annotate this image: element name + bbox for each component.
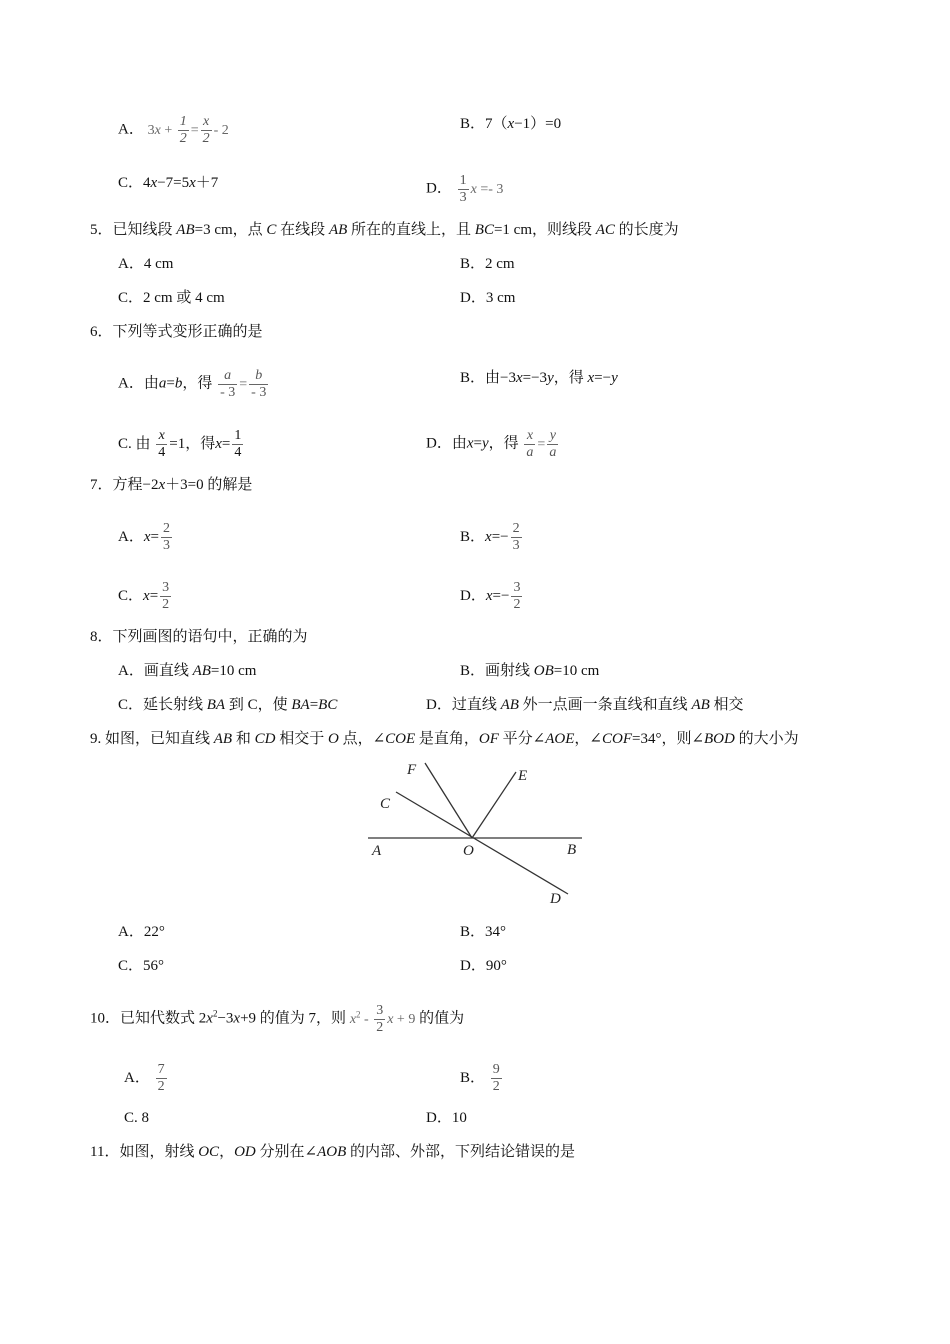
q7-option-c[interactable]: C．x= $\frac{3}{2}$ (118, 580, 170, 612)
q10-stem: 10．已知代数式 $2x^2-3x+9$ 的值为 7，则 $x^2$ - $\frac{3}{2}$ x + 9 的值为 (90, 1003, 465, 1035)
q11-stem: 11．如图，射线 OC，OD 分别在∠AOB 的内部、外部，下列结论错误的是 (90, 1144, 576, 1160)
ray-oe (472, 772, 516, 838)
q7-option-a[interactable]: A．x= $\frac{2}{3}$ (118, 521, 170, 553)
q7-option-d[interactable]: D．x=− $\frac{3}{2}$ (460, 580, 521, 612)
label-d: D (550, 891, 561, 907)
q8-stem: 8．下列画图的语句中，正确的为 (90, 629, 308, 645)
ray-of (425, 763, 472, 838)
q10-option-c[interactable]: C. 8 (124, 1110, 150, 1126)
q6-option-a[interactable]: A．由a=b，得 $\frac{a}{- 3}$ = $\frac{b}{- 3}$ (118, 368, 267, 400)
q9-option-a[interactable]: A．22° (118, 924, 165, 940)
label-c: C (380, 796, 391, 812)
q5-option-d[interactable]: D．3 cm (460, 290, 516, 306)
label-o: O (463, 843, 474, 859)
q4-option-a-equation: 3x + $\frac{1}{2}$ = $\frac{x}{2}$ - 2 (147, 114, 229, 146)
q4-option-d[interactable]: D． $\frac{1}{3}$ x =- 3 (426, 173, 504, 205)
line-cd (396, 792, 568, 894)
q5-option-a[interactable]: A．4 cm (118, 256, 174, 272)
q8-option-c[interactable]: C．延长射线 BA 到 C，使 BA=BC (118, 697, 338, 713)
q6-stem: 6．下列等式变形正确的是 (90, 324, 263, 340)
q4-option-a[interactable]: A． 3x + $\frac{1}{2}$ = $\frac{x}{2}$ - 2 (118, 114, 229, 146)
q10-expression: $x^2$ - $\frac{3}{2}$ x + 9 (349, 1003, 416, 1035)
q9-option-c[interactable]: C．56° (118, 958, 165, 974)
label-e: E (518, 768, 528, 784)
q10-option-d[interactable]: D．10 (426, 1110, 467, 1126)
q7-stem: 7．方程−2x＋3=0 的解是 (90, 477, 253, 493)
label-f: F (407, 762, 417, 778)
q9-option-d[interactable]: D．90° (460, 958, 507, 974)
q9-option-b[interactable]: B．34° (460, 924, 507, 940)
q4-option-c[interactable]: C．4x−7=5x＋7 (118, 175, 219, 191)
q8-option-a[interactable]: A．画直线 AB=10 cm (118, 663, 257, 679)
q5-stem: 5．已知线段 AB=3 cm，点 C 在线段 AB 所在的直线上，且 BC=1 cm，则线段 AC 的长度为 (90, 222, 679, 238)
q9-figure (360, 758, 590, 908)
label-b: B (567, 842, 577, 858)
q4-option-b[interactable]: B．7（x−1）=0 (460, 116, 562, 132)
label-a: A (372, 843, 382, 859)
q7-option-b[interactable]: B．x=− $\frac{2}{3}$ (460, 521, 520, 553)
q10-option-b[interactable]: B． $\frac{9}{2}$ (460, 1062, 500, 1094)
q6-option-d[interactable]: D．由x=y，得 $\frac{x}{a}$ = $\frac{y}{a}$ (426, 428, 557, 460)
q5-option-c[interactable]: C．2 cm 或 4 cm (118, 290, 225, 306)
q10-option-a[interactable]: A． $\frac{7}{2}$ (124, 1062, 165, 1094)
q6-option-b[interactable]: B．由−3x=−3y，得 x=−y (460, 370, 618, 386)
q5-option-b[interactable]: B．2 cm (460, 256, 515, 272)
q8-option-d[interactable]: D．过直线 AB 外一点画一条直线和直线 AB 相交 (426, 697, 744, 713)
q6-option-c[interactable]: C. 由 $\frac{x}{4}$ =1，得x= $\frac{1}{4}$ (118, 428, 242, 460)
q4-option-d-equation: $\frac{1}{3}$ x =- 3 (459, 173, 504, 205)
q9-stem: 9. 如图，已知直线 AB 和 CD 相交于 O 点，∠COE 是直角，OF 平分∠AOE，∠COF=34°，则∠BOD 的大小为 (90, 731, 799, 747)
q8-option-b[interactable]: B．画射线 OB=10 cm (460, 663, 600, 679)
